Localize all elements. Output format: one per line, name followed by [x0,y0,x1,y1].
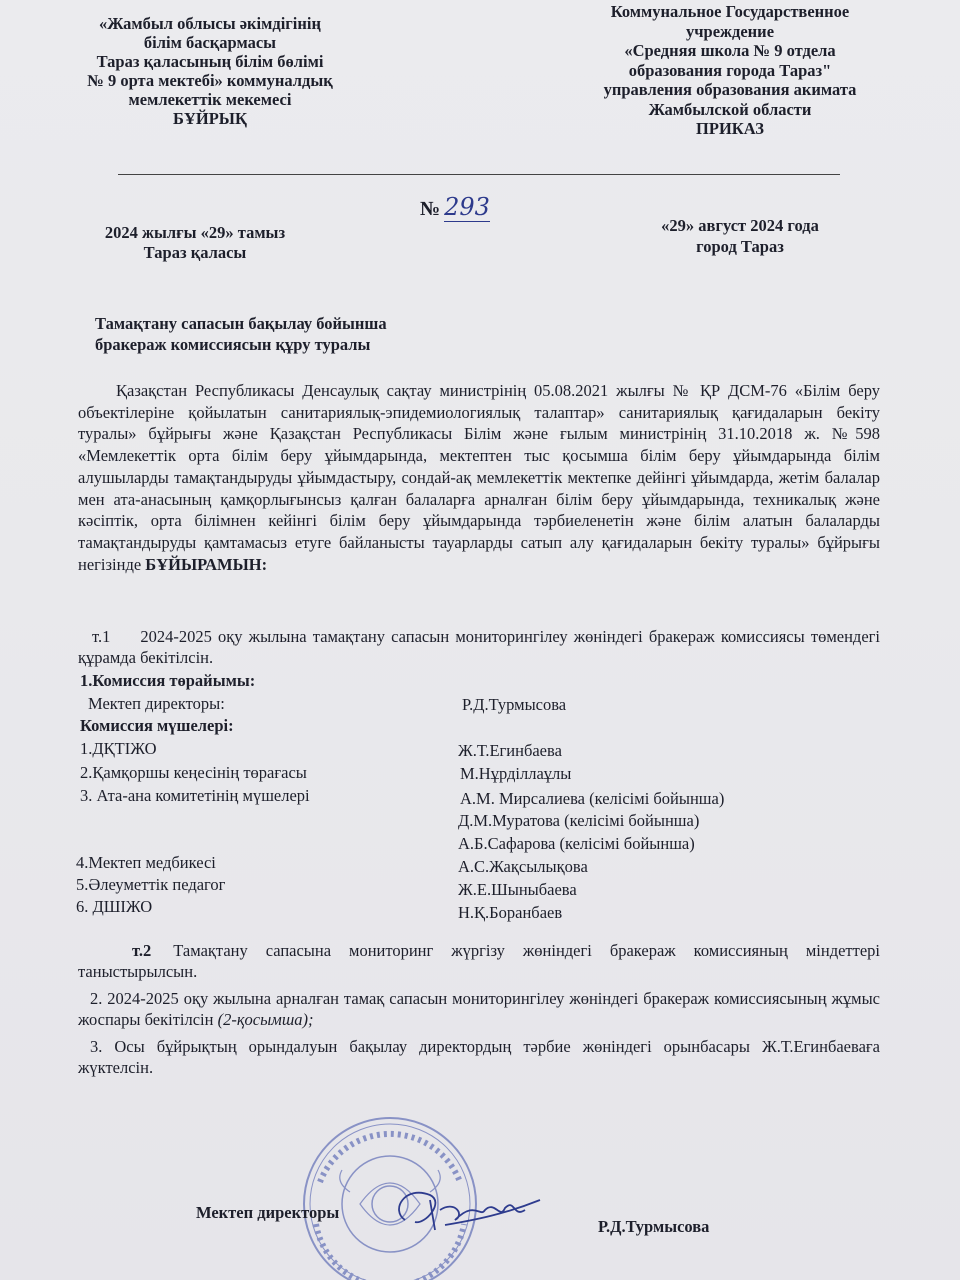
order-title [95,313,387,355]
member-name: М.Нұрділлаұлы [460,764,572,783]
city-ru: город Тараз [696,237,784,256]
preamble-paragraph [78,380,880,575]
clause-1-number: т.1 [92,627,111,646]
clause-2-number: т.2 [132,941,152,960]
member-name: А.М. Мирсалиева (келісімі бойынша) [460,789,725,808]
header-kz-line: № 9 орта мектебі» коммуналдық [87,71,333,90]
date-kz-value: 2024 жылғы «29» тамыз [104,223,286,242]
header-kz-line: Тараз қаласының білім бөлімі [96,52,324,71]
member-name: Д.М.Муратова (келісімі бойынша) [458,811,700,830]
header-ru-line: образования города Тараз" [628,60,832,80]
order-title-line: бракераж комиссиясын құру туралы [95,335,371,354]
signature-name: Р.Д.Турмысова [598,1217,710,1236]
order-command: БҰЙЫРАМЫН: [145,554,268,574]
order-title-line: Тамақтану сапасын бақылау бойынша [95,314,387,333]
member-name: А.С.Жақсылықова [458,857,588,876]
member-name: Н.Қ.Боранбаев [458,903,563,922]
preamble-text: Қазақстан Республикасы Денсаулық сақтау министрінің 05.08.2021 жылғы № ҚР ДСМ-76 «Білім беру объектілеріне қойылатын санитариялық-эпидемиологиялық талаптар» санитариялық қағидаларын бекіту туралы» бұйрығы және Қазақстан Республикасы Білім және ғылым министрінің 31.10.2018 ж. №598 «Мемлекеттік орта білім беру ұйымдарында, мектептен тыс қосымша білім беру ұйымдарында білім алушыларды тамақтандыруды ұйымдастыру, сондай-ақ мемлекеттік мектепке дейінгі ұйымдарда, жетім балалар мен ата-анасының қамқорлығынсыз қалған балаларға арналған білім беру ұйымдарында, техникалық және кәсіптік, орта білімнен кейінгі білім беру ұйымдарында тәрбиеленетін және білім алатын балаларды тамақтандыруды қамтамасыз етуге байланысты тауарларды сатып алу қағидаларын бекіту туралы» бұйрығы негізінде [78,381,880,574]
header-ru [555,2,905,139]
member-role: 2.Қамқоршы кеңесінің төрағасы [80,763,307,782]
header-kz-line: «Жамбыл облысы әкімдігінің [99,14,321,33]
member-name: Ж.Е.Шыныбаева [458,880,577,899]
clause-3-appendix: (2-қосымша); [217,1010,314,1029]
member-role: 3. Ата-ана комитетінің мүшелері [80,786,310,805]
header-divider [118,174,840,175]
chair-heading: 1.Комиссия төрайымы: [80,671,256,690]
header-ru-line: Коммунальное Государственное [610,2,850,21]
member-role: 6. ДШІЖО [76,897,153,916]
members-heading: Комиссия мүшелері: [80,716,234,735]
clause-2-text: Тамақтану сапасына мониторинг жүргізу жөніндегі бракераж комиссияның міндеттері таныстырылсын. [78,941,880,981]
clause-2 [78,940,880,982]
director-name: Р.Д.Турмысова [462,695,567,714]
header-ru-line: «Средняя школа № 9 отдела [624,41,836,60]
clause-1 [78,626,880,668]
order-number [420,193,490,221]
order-number-value: 293 [444,193,490,221]
header-kz [60,14,360,128]
member-role: 5.Әлеуметтік педагог [76,875,226,894]
clause-3-text: 2. 2024-2025 оқу жылына арналған тамақ сапасын мониторингілеу жөніндегі бракераж комиссиясының жұмыс жоспары бекітілсін [78,989,880,1029]
date-kz [80,223,310,263]
header-kz-line: білім басқармасы [143,33,277,52]
city-kz: Тараз қаласы [143,243,247,262]
director-signature-icon [385,1180,545,1240]
date-ru [620,215,860,257]
clause-4-text: 3. Осы бұйрықтың орындалуын бақылау директордың тәрбие жөніндегі орынбасары Ж.Т.Егинбаеваға жүктелсін. [78,1037,880,1077]
header-ru-line: Жамбылской области [648,99,812,119]
header-ru-doc-type: ПРИКАЗ [696,119,764,138]
date-ru-value: «29» август 2024 года [661,216,819,235]
header-kz-doc-type: БҰЙРЫҚ [173,109,247,128]
member-role: 4.Мектеп медбикесі [76,853,216,872]
header-ru-line: учреждение [685,21,775,41]
header-kz-line: мемлекеттік мекемесі [128,90,292,109]
order-number-label: № [420,198,441,220]
member-name: Ж.Т.Егинбаева [458,741,562,760]
clause-4 [78,1036,880,1078]
clause-3 [78,988,880,1030]
member-name: А.Б.Сафарова (келісімі бойынша) [458,834,695,853]
header-ru-line: управления образования акимата [603,80,857,99]
signature-label: Мектеп директоры [196,1203,340,1222]
member-role: 1.ДҚТІЖО [80,739,157,758]
director-label: Мектеп директоры: [88,694,225,713]
clause-1-text: 2024-2025 оқу жылына тамақтану сапасын мониторингілеу жөніндегі бракераж комиссиясы төмендегі құрамда бекітілсін. [78,627,880,667]
